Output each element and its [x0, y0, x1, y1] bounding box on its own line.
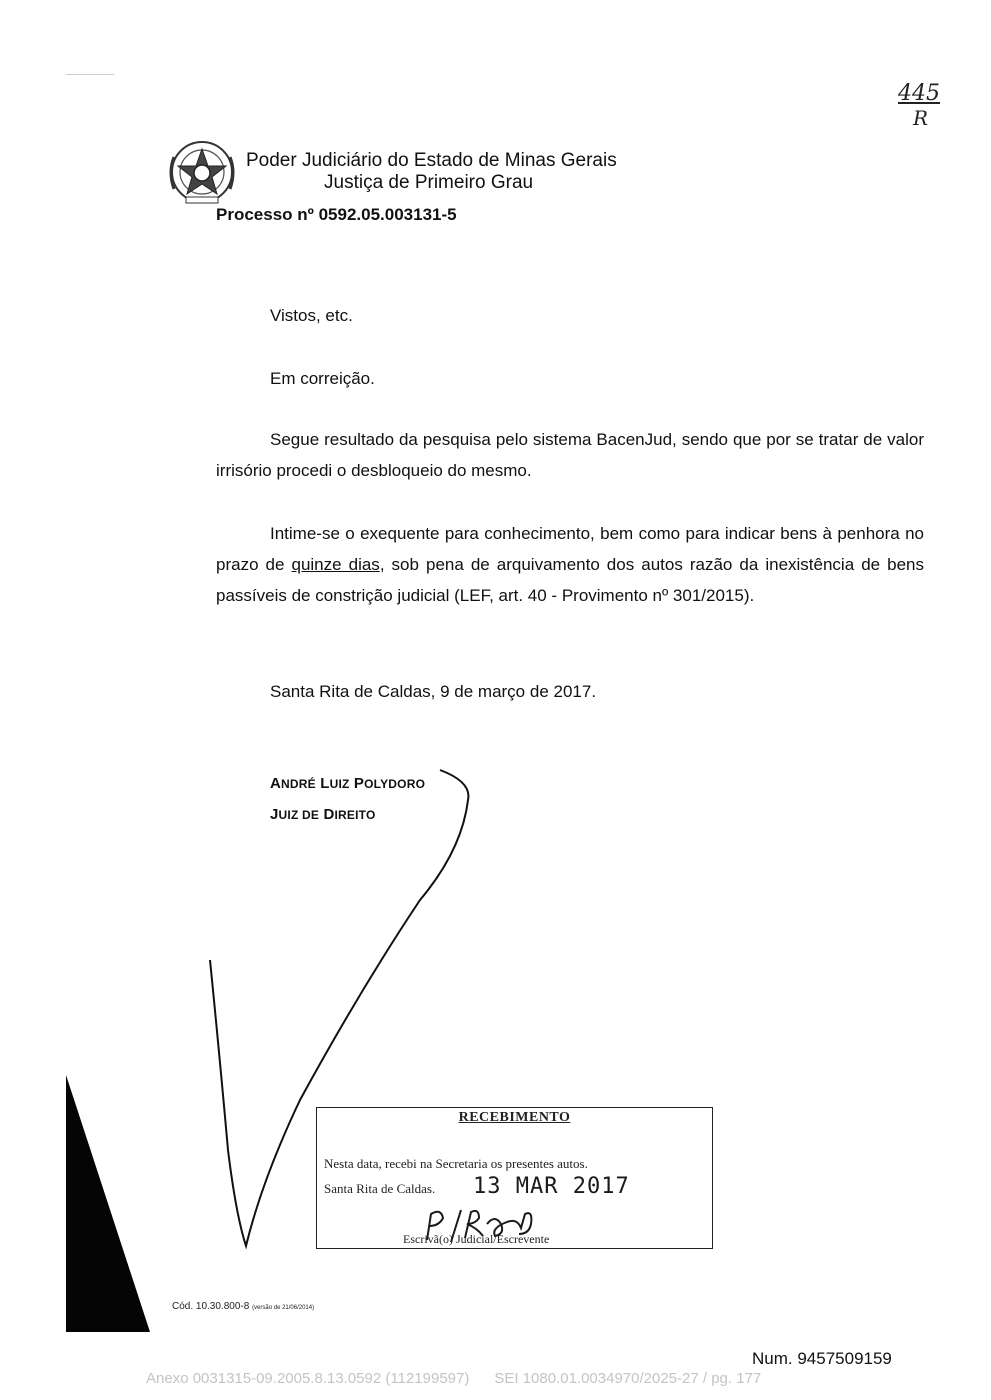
annex-footer: Anexo 0031315-09.2005.8.13.0592 (112199597) SEI 1080.01.0034970/2025-27 / pg. 177: [146, 1370, 762, 1387]
clerk-signature: [421, 1204, 551, 1244]
greeting-paragraph: Vistos, etc.: [270, 306, 353, 325]
receipt-city: Santa Rita de Caldas.: [324, 1181, 436, 1196]
date-line: Santa Rita de Caldas, 9 de março de 2017.: [270, 682, 597, 701]
judge-role: JUIZ DE DIREITO: [270, 806, 376, 823]
summons-text-start: Intime-se o exequente para conhecimento, bem como para indicar bens à penhora no prazo de: [216, 524, 924, 574]
court-name: Poder Judiciário do Estado de Minas Gerais: [246, 150, 617, 171]
scan-mark: [66, 74, 114, 75]
coat-of-arms-icon: [166, 137, 238, 207]
correction-paragraph: Em correição.: [270, 369, 375, 388]
deadline-text: quinze dias: [291, 555, 380, 574]
bacenjud-paragraph: Segue resultado da pesquisa pelo sistema BacenJud, sendo que por se tratar de valor irrisório procedi o desbloqueio do mesmo.: [216, 430, 924, 480]
summons-paragraph: [216, 518, 924, 611]
summons-text-end: , sob pena de arquivamento dos autos razão da inexistência de bens passíveis de constrição judicial (LEF, art. 40 - Provimento nº 301/2015).: [216, 555, 924, 605]
receipt-clerk-label: Escrivã(o) Judicial/Escrevente: [403, 1232, 550, 1246]
receipt-title: RECEBIMENTO: [458, 1110, 571, 1125]
receipt-text: Nesta data, recebi na Secretaria os presentes autos.: [324, 1156, 588, 1171]
document-number: Num. 9457509159: [752, 1349, 892, 1368]
form-code: Cód. 10.30.800-8 (versão de 21/06/2014): [172, 1301, 315, 1312]
handwritten-rubric: R: [913, 106, 929, 130]
court-subtitle: Justiça de Primeiro Grau: [324, 172, 534, 193]
handwritten-page-number: 445: [898, 81, 940, 106]
receipt-box: [316, 1107, 713, 1249]
process-number: Processo nº 0592.05.003131-5: [216, 205, 457, 224]
receipt-stamp-date: 13 MAR 2017: [473, 1174, 630, 1199]
judge-name: ANDRÉ LUIZ POLYDORO: [270, 775, 426, 792]
